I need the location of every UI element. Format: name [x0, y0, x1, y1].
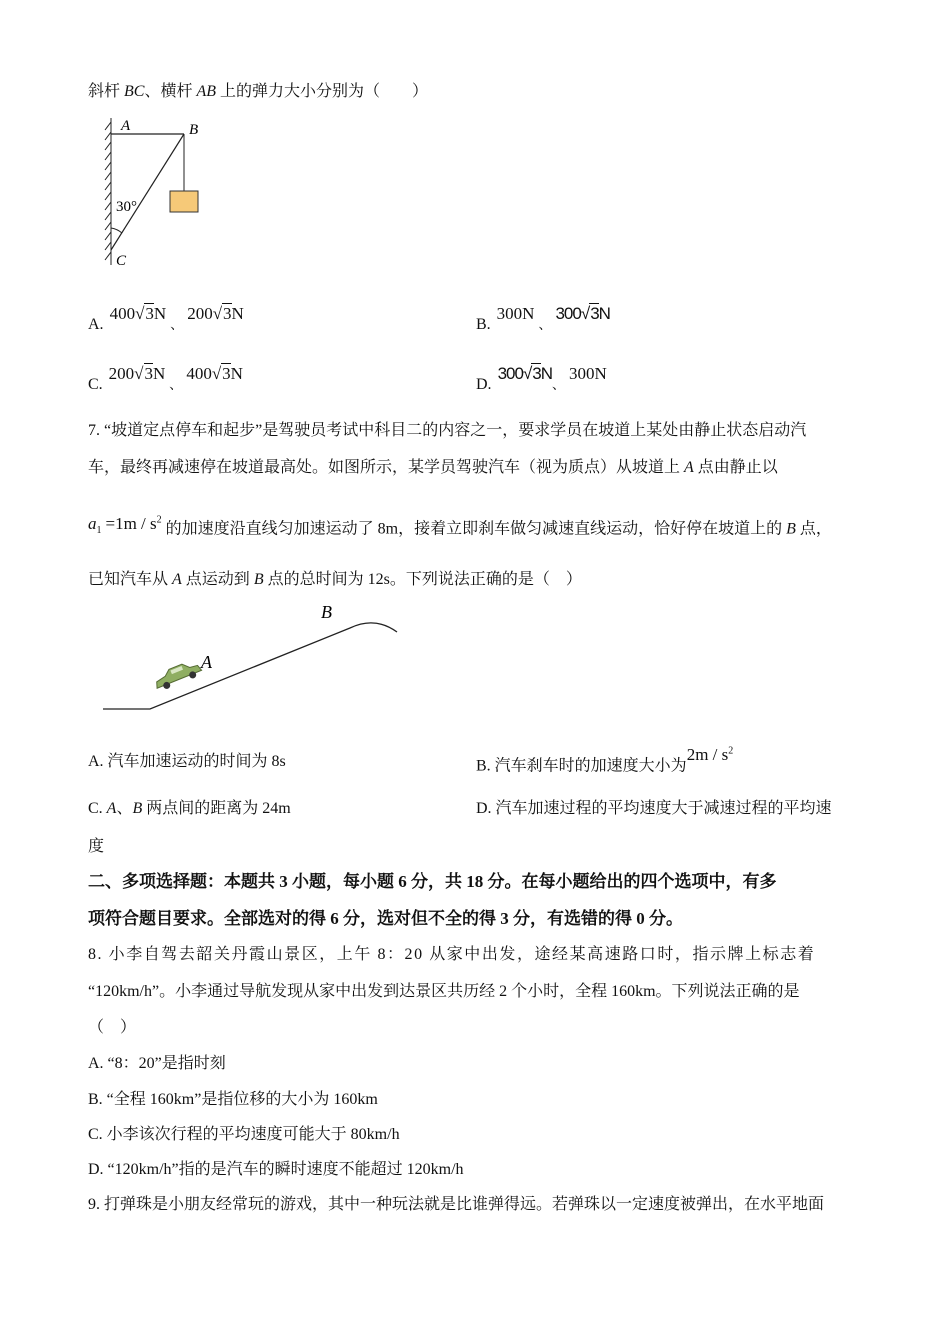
q8-line1: 8. 小李自驾去韶关丹霞山景区，上午 8：20 从家中出发，途经某高速路口时，指示牌上标志着 — [88, 946, 816, 963]
label-b: B — [321, 602, 332, 622]
q6-bc-label: BC — [124, 83, 145, 100]
q6-option-d[interactable]: D. $300√3N_、$ 300N — [476, 364, 607, 393]
q7-option-b[interactable]: B. 汽车刹车时的加速度大小为$2m / s^2$ — [476, 744, 734, 775]
q7-slope-figure — [100, 598, 410, 718]
q7-line3: $a_1 =1m / s^2$ 的加速度沿直线匀加速运动了 8m，接着立即刹车做匀减速直线运动，恰好停在坡道上的 B 点， — [88, 514, 832, 538]
q6-figure — [96, 110, 216, 270]
q7-line4: 已知汽车从 A 点运动到 B 点的总时间为 12s。下列说法正确的是（ ） — [88, 571, 582, 588]
q7-option-a[interactable]: A. 汽车加速运动的时间为 8s — [88, 753, 286, 770]
q8-option-d[interactable]: D. “120km/h”指的是汽车的瞬时速度不能超过 120km/h — [88, 1161, 464, 1178]
angle-arc — [111, 228, 122, 233]
q7-option-d[interactable]: D. 汽车加速过程的平均速度大于减速过程的平均速 — [476, 800, 832, 817]
car-icon — [152, 658, 203, 692]
q6-stem: 斜杆 BC、横杆 AB 上的弹力大小分别为（ ） — [88, 83, 429, 100]
q6-ab-label: AB — [196, 83, 217, 100]
q8-line3: （ ） — [88, 1019, 137, 1036]
q8-option-b[interactable]: B. “全程 160km”是指位移的大小为 160km — [88, 1091, 378, 1108]
hanging-weight — [170, 191, 198, 212]
q6-option-b[interactable]: B. 300N $_、$ 300√3N — [476, 304, 610, 333]
q9-line1: 9. 打弹珠是小朋友经常玩的游戏，其中一种玩法就是比谁弹得远。若弹珠以一定速度被弹出，在水平地面 — [88, 1196, 825, 1213]
slope-line — [103, 623, 397, 709]
q6-option-c[interactable]: C. 200√3N $_、$ 400√3N — [88, 364, 243, 393]
label-c: C — [116, 253, 127, 269]
q7-line1: 7. “坡道定点停车和起步”是驾驶员考试中科目二的内容之一，要求学员在坡道上某处由静止状态启动汽 — [88, 422, 807, 439]
q7-line2: 车，最终再减速停在坡道最高处。如图所示，某学员驾驶汽车（视为质点）从坡道上 A 点由静止以 — [88, 459, 778, 476]
label-a: A — [121, 118, 131, 134]
section2-heading-line1: 二、多项选择题：本题共 3 小题，每小题 6 分，共 18 分。在每小题给出的四个选项中，有多 — [88, 872, 777, 891]
label-angle: 30° — [116, 199, 137, 215]
q7-option-c[interactable]: C. A、B 两点间的距离为 24m — [88, 800, 291, 817]
q6-option-a[interactable]: A. 400√3N $_、$ 200√3N — [88, 304, 244, 333]
label-b: B — [189, 122, 199, 138]
accel-formula: $a_1 =1m / s^2$ — [88, 514, 162, 537]
q7-option-d-cont: 度 — [88, 838, 105, 855]
label-a: A — [201, 652, 212, 672]
q8-option-c[interactable]: C. 小李该次行程的平均速度可能大于 80km/h — [88, 1126, 400, 1143]
section2-heading-line2: 项符合题目要求。全部选对的得 6 分，选对但不全的得 3 分，有选错的得 0 分。 — [88, 909, 683, 928]
q8-option-a[interactable]: A. “8：20”是指时刻 — [88, 1055, 226, 1072]
q8-line2: “120km/h”。小李通过导航发现从家中出发到达景区共历经 2 个小时，全程 160km。下列说法正确的是 — [88, 983, 800, 1000]
